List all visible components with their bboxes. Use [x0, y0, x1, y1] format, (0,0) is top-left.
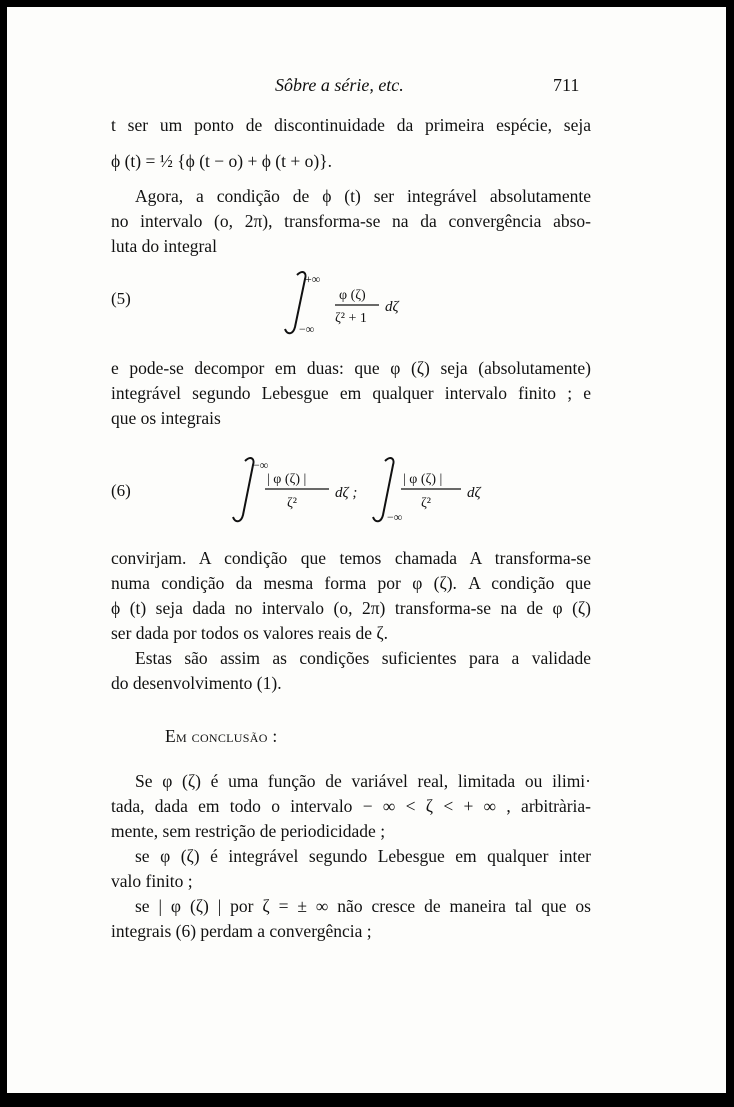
book-page — [7, 7, 726, 1093]
text-line: se | φ (ζ) | por ζ = ± ∞ não cresce de maneira tal que os — [135, 896, 591, 916]
differential: dζ ; — [335, 485, 358, 501]
section-heading: Em conclusão : — [165, 726, 278, 746]
equation-6-label: (6) — [111, 481, 131, 500]
text-line: integrável segundo Lebesgue em qualquer intervalo finito ; e — [111, 383, 591, 403]
text-line: no intervalo (o, 2π), transforma-se na da convergência abso- — [111, 211, 591, 231]
equation-5 — [283, 269, 423, 339]
equation-6 — [231, 455, 491, 527]
text-line: que os integrais — [111, 408, 221, 428]
text-line: convirjam. A condição que temos chamada A transforma-se — [111, 548, 591, 568]
text-line: t ser um ponto de discontinuidade da primeira espécie, seja — [111, 115, 591, 135]
equation-5-label: (5) — [111, 289, 131, 308]
text-line: ser dada por todos os valores reais de ζ. — [111, 623, 388, 643]
text-line: Agora, a condição de ϕ (t) ser integrável absolutamente — [135, 186, 591, 206]
text-line: mente, sem restrição de periodicidade ; — [111, 821, 386, 841]
numerator: | φ (ζ) | — [403, 472, 443, 487]
text-line: se φ (ζ) é integrável segundo Lebesgue em qualquer inter — [135, 846, 591, 866]
text-line: Se φ (ζ) é uma função de variável real, limitada ou ilimi· — [135, 771, 591, 791]
numerator: φ (ζ) — [339, 288, 366, 303]
text-line: Estas são assim as condições suficientes para a validade — [135, 648, 591, 668]
text-line: do desenvolvimento (1). — [111, 673, 282, 693]
lower-limit: −∞ — [387, 510, 403, 524]
differential: dζ — [467, 485, 481, 501]
upper-limit: −∞ — [253, 458, 269, 472]
text-line: valo finito ; — [111, 871, 193, 891]
page-number: 711 — [553, 75, 580, 95]
running-header: Sôbre a série, etc. — [275, 75, 404, 95]
text-line: e pode-se decompor em duas: que φ (ζ) seja (absolutamente) — [111, 358, 591, 378]
upper-limit: +∞ — [305, 272, 321, 286]
numerator: | φ (ζ) | — [267, 472, 307, 487]
text-line: tada, dada em todo o intervalo − ∞ < ζ < + ∞ , arbitrària- — [111, 796, 591, 816]
text-line: integrais (6) perdam a convergência ; — [111, 921, 372, 941]
lower-limit: −∞ — [299, 322, 315, 336]
integral-sign — [233, 458, 254, 521]
text-line: numa condição da mesma forma por φ (ζ). A condição que — [111, 573, 591, 593]
denominator: ζ² + 1 — [335, 311, 367, 326]
equation-inline: ϕ (t) = ½ {ϕ (t − o) + ϕ (t + o)}. — [111, 151, 332, 171]
differential: dζ — [385, 299, 399, 315]
denominator: ζ² — [287, 496, 297, 511]
text-line: luta do integral — [111, 236, 217, 256]
text-line: ϕ (t) seja dada no intervalo (o, 2π) transforma-se na de φ (ζ) — [111, 598, 591, 618]
denominator: ζ² — [421, 496, 431, 511]
